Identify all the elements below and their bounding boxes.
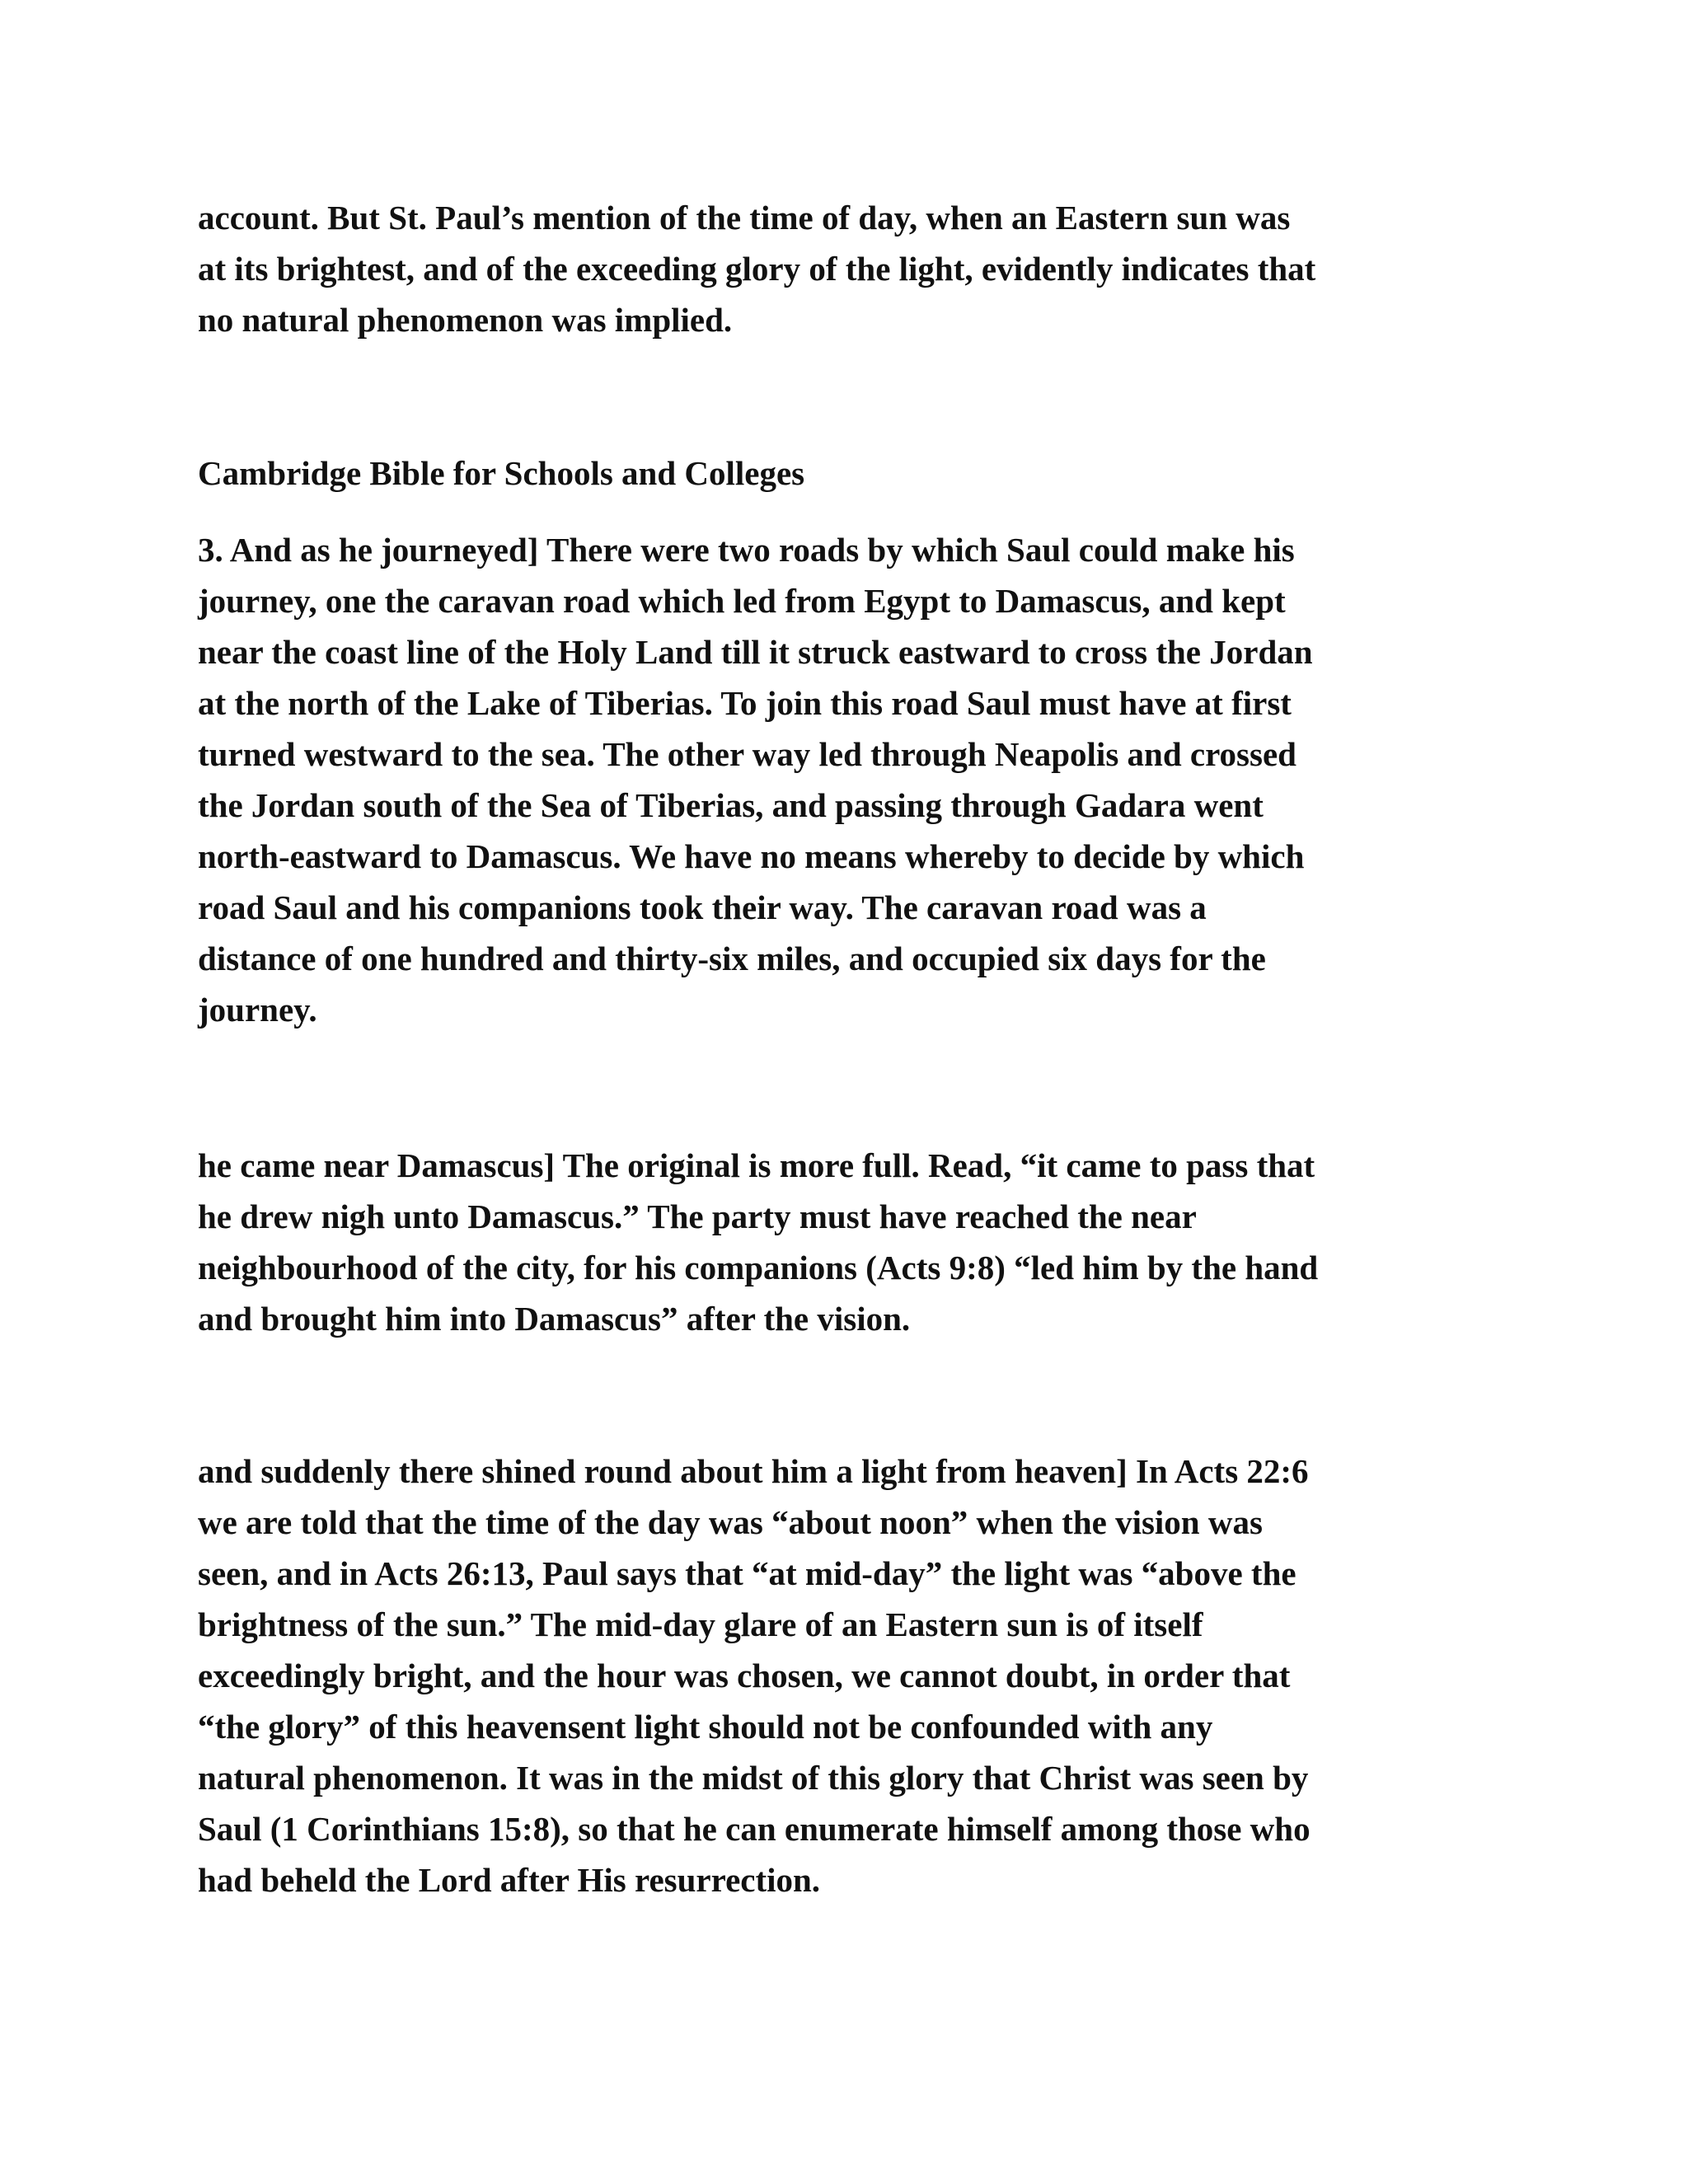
text-line: distance of one hundred and thirty-six miles, and occupied six days for the bbox=[198, 940, 1266, 977]
text-line: journey. bbox=[198, 991, 317, 1029]
text-line: neighbourhood of the city, for his companions (Acts 9:8) “led him by the hand bbox=[198, 1249, 1319, 1286]
text-line: exceedingly bright, and the hour was chosen, we cannot doubt, in order that bbox=[198, 1657, 1291, 1694]
intro-paragraph bbox=[198, 192, 1500, 345]
text-line: near the coast line of the Holy Land till it struck eastward to cross the Jordan bbox=[198, 633, 1313, 671]
text-line: Saul (1 Corinthians 15:8), so that he can enumerate himself among those who bbox=[198, 1810, 1311, 1848]
text-line: natural phenomenon. It was in the midst of this glory that Christ was seen by bbox=[198, 1759, 1309, 1797]
damascus-paragraph bbox=[198, 1140, 1500, 1344]
text-line: he drew nigh unto Damascus.” The party must have reached the near bbox=[198, 1197, 1197, 1235]
text-line: at the north of the Lake of Tiberias. To join this road Saul must have at first bbox=[198, 684, 1292, 722]
text-line: at its brightest, and of the exceeding glory of the light, evidently indicates that bbox=[198, 250, 1316, 288]
text-line: and suddenly there shined round about him a light from heaven] In Acts 22:6 bbox=[198, 1452, 1309, 1490]
section-heading-text: Cambridge Bible for Schools and Colleges bbox=[198, 454, 805, 492]
text-line: the Jordan south of the Sea of Tiberias, and passing through Gadara went bbox=[198, 786, 1264, 824]
text-line: “the glory” of this heavensent light should not be confounded with any bbox=[198, 1708, 1213, 1746]
text-line: road Saul and his companions took their way. The caravan road was a bbox=[198, 888, 1207, 926]
text-line: no natural phenomenon was implied. bbox=[198, 301, 733, 339]
journeyed-paragraph bbox=[198, 524, 1500, 1035]
text-line: turned westward to the sea. The other way led through Neapolis and crossed bbox=[198, 735, 1296, 773]
light-from-heaven-paragraph bbox=[198, 1446, 1500, 1905]
text-line: journey, one the caravan road which led from Egypt to Damascus, and kept bbox=[198, 582, 1286, 620]
text-line: account. But St. Paul’s mention of the time of day, when an Eastern sun was bbox=[198, 199, 1291, 237]
text-line: and brought him into Damascus” after the vision. bbox=[198, 1300, 911, 1338]
text-line: had beheld the Lord after His resurrection. bbox=[198, 1861, 821, 1899]
section-heading bbox=[198, 448, 1500, 499]
text-line: brightness of the sun.” The mid-day glare of an Eastern sun is of itself bbox=[198, 1605, 1203, 1643]
text-line: we are told that the time of the day was “about noon” when the vision was bbox=[198, 1503, 1263, 1541]
text-line: north-eastward to Damascus. We have no means whereby to decide by which bbox=[198, 837, 1305, 875]
text-line: seen, and in Acts 26:13, Paul says that “at mid-day” the light was “above the bbox=[198, 1554, 1296, 1592]
text-line: he came near Damascus] The original is more full. Read, “it came to pass that bbox=[198, 1146, 1315, 1184]
text-line: 3. And as he journeyed] There were two roads by which Saul could make his bbox=[198, 531, 1295, 569]
